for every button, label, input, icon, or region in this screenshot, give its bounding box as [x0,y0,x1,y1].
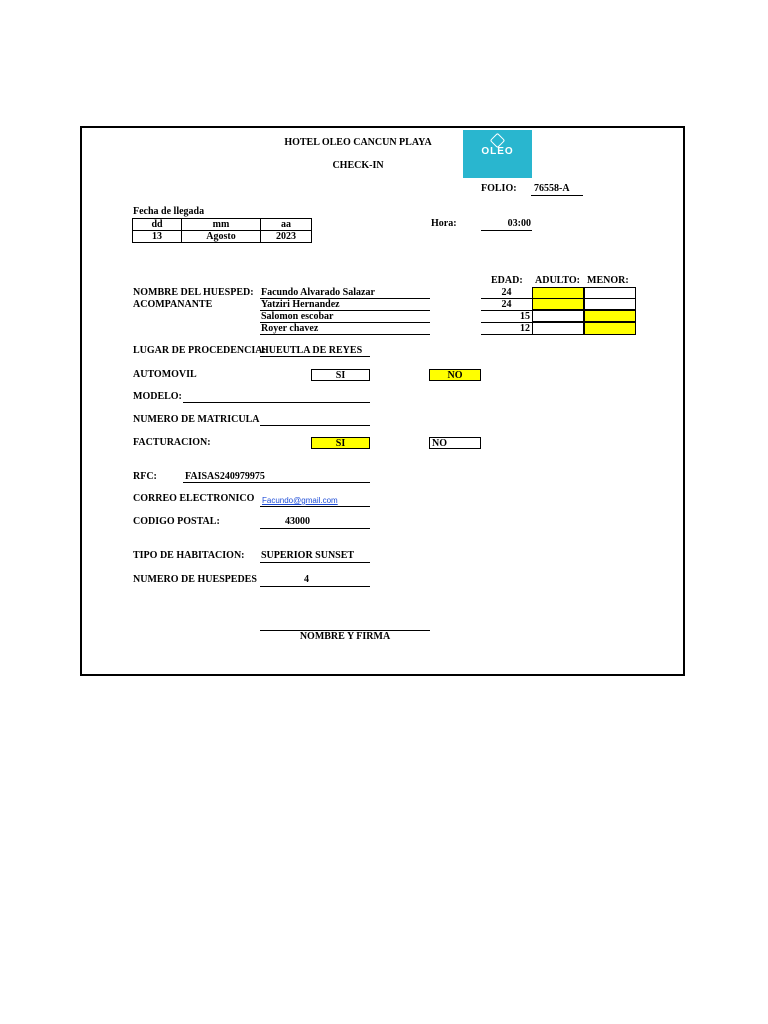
arrival-header-dd: dd [133,219,182,231]
guest-row-age[interactable]: 24 [501,299,512,310]
car-no-option-selected[interactable]: NO [429,369,481,381]
room-underline [260,562,370,563]
oleo-logo [463,130,532,178]
arrival-year[interactable]: 2023 [261,231,312,243]
hora-label: Hora: [431,218,457,229]
guest-row-age[interactable]: 15 [520,311,530,322]
billing-yes-option-selected[interactable]: SI [311,437,370,449]
car-label: AUTOMOVIL [133,369,197,380]
rfc-underline [183,482,370,483]
adult-cell-checked[interactable] [532,298,584,310]
guest-row-age[interactable]: 12 [520,323,530,334]
guest-name-label: NOMBRE DEL HUESPED: [133,287,254,298]
billing-label: FACTURACION: [133,437,211,448]
model-label: MODELO: [133,391,182,402]
arrival-day[interactable]: 13 [133,231,182,243]
col-edad-header: EDAD: [491,275,523,286]
plate-input-line[interactable] [260,425,370,426]
guest-row-age[interactable]: 24 [501,287,512,298]
car-yes-option[interactable]: SI [311,369,370,381]
guest-row-name[interactable]: Yatziri Hernandez [261,299,340,310]
signature-label: NOMBRE Y FIRMA [299,631,391,642]
form-title: CHECK-IN [332,160,384,171]
guest-row-name[interactable]: Royer chavez [261,323,319,334]
guest-row-name[interactable]: Salomon escobar [261,311,334,322]
postal-underline [260,528,370,529]
guest-count-value[interactable]: 4 [304,574,309,585]
adult-cell[interactable] [532,310,584,322]
guest-count-underline [260,586,370,587]
minor-cell-checked[interactable] [584,322,636,335]
col-adulto-header: ADULTO: [535,275,581,286]
email-value-link[interactable]: Facundo@gmail.com [262,496,338,505]
minor-cell-checked[interactable] [584,310,636,322]
arrival-label: Fecha de llegada [133,206,205,217]
rfc-label: RFC: [133,471,157,482]
billing-no-option[interactable]: NO [429,437,481,449]
companion-label: ACOMPANANTE [133,299,213,310]
folio-label: FOLIO: [481,183,517,194]
postal-value[interactable]: 43000 [285,516,310,527]
col-menor-header: MENOR: [587,275,629,286]
arrival-date-table [132,218,312,243]
arrival-header-aa: aa [261,219,312,231]
email-label: CORREO ELECTRONICO [133,493,255,504]
minor-cell[interactable] [584,298,636,310]
origin-label: LUGAR DE PROCEDENCIA: [133,345,266,356]
postal-label: CODIGO POSTAL: [133,516,220,527]
origin-value[interactable]: HUEUTLA DE REYES [261,345,363,356]
guest-count-label: NUMERO DE HUESPEDES [133,574,257,585]
room-value[interactable]: SUPERIOR SUNSET [261,550,355,561]
arrival-month[interactable]: Agosto [182,231,261,243]
guest-age-underline [481,334,532,335]
plate-label: NUMERO DE MATRICULA [133,414,260,425]
rfc-value[interactable]: FAISAS240979975 [185,471,265,482]
hora-underline [481,230,532,231]
arrival-header-mm: mm [182,219,261,231]
guest-row-underline [260,334,430,335]
origin-underline [260,356,370,357]
model-input-line[interactable] [183,402,370,403]
email-underline [260,506,370,507]
logo-text: OLEO [481,146,514,157]
adult-cell[interactable] [532,322,584,335]
folio-underline [531,195,583,196]
folio-value[interactable]: 76558-A [534,183,570,194]
room-label: TIPO DE HABITACION: [133,550,245,561]
guest-row-name[interactable]: Facundo Alvarado Salazar [261,287,375,298]
hotel-name: HOTEL OLEO CANCUN PLAYA [284,137,432,148]
hora-value[interactable]: 03:00 [507,218,531,229]
